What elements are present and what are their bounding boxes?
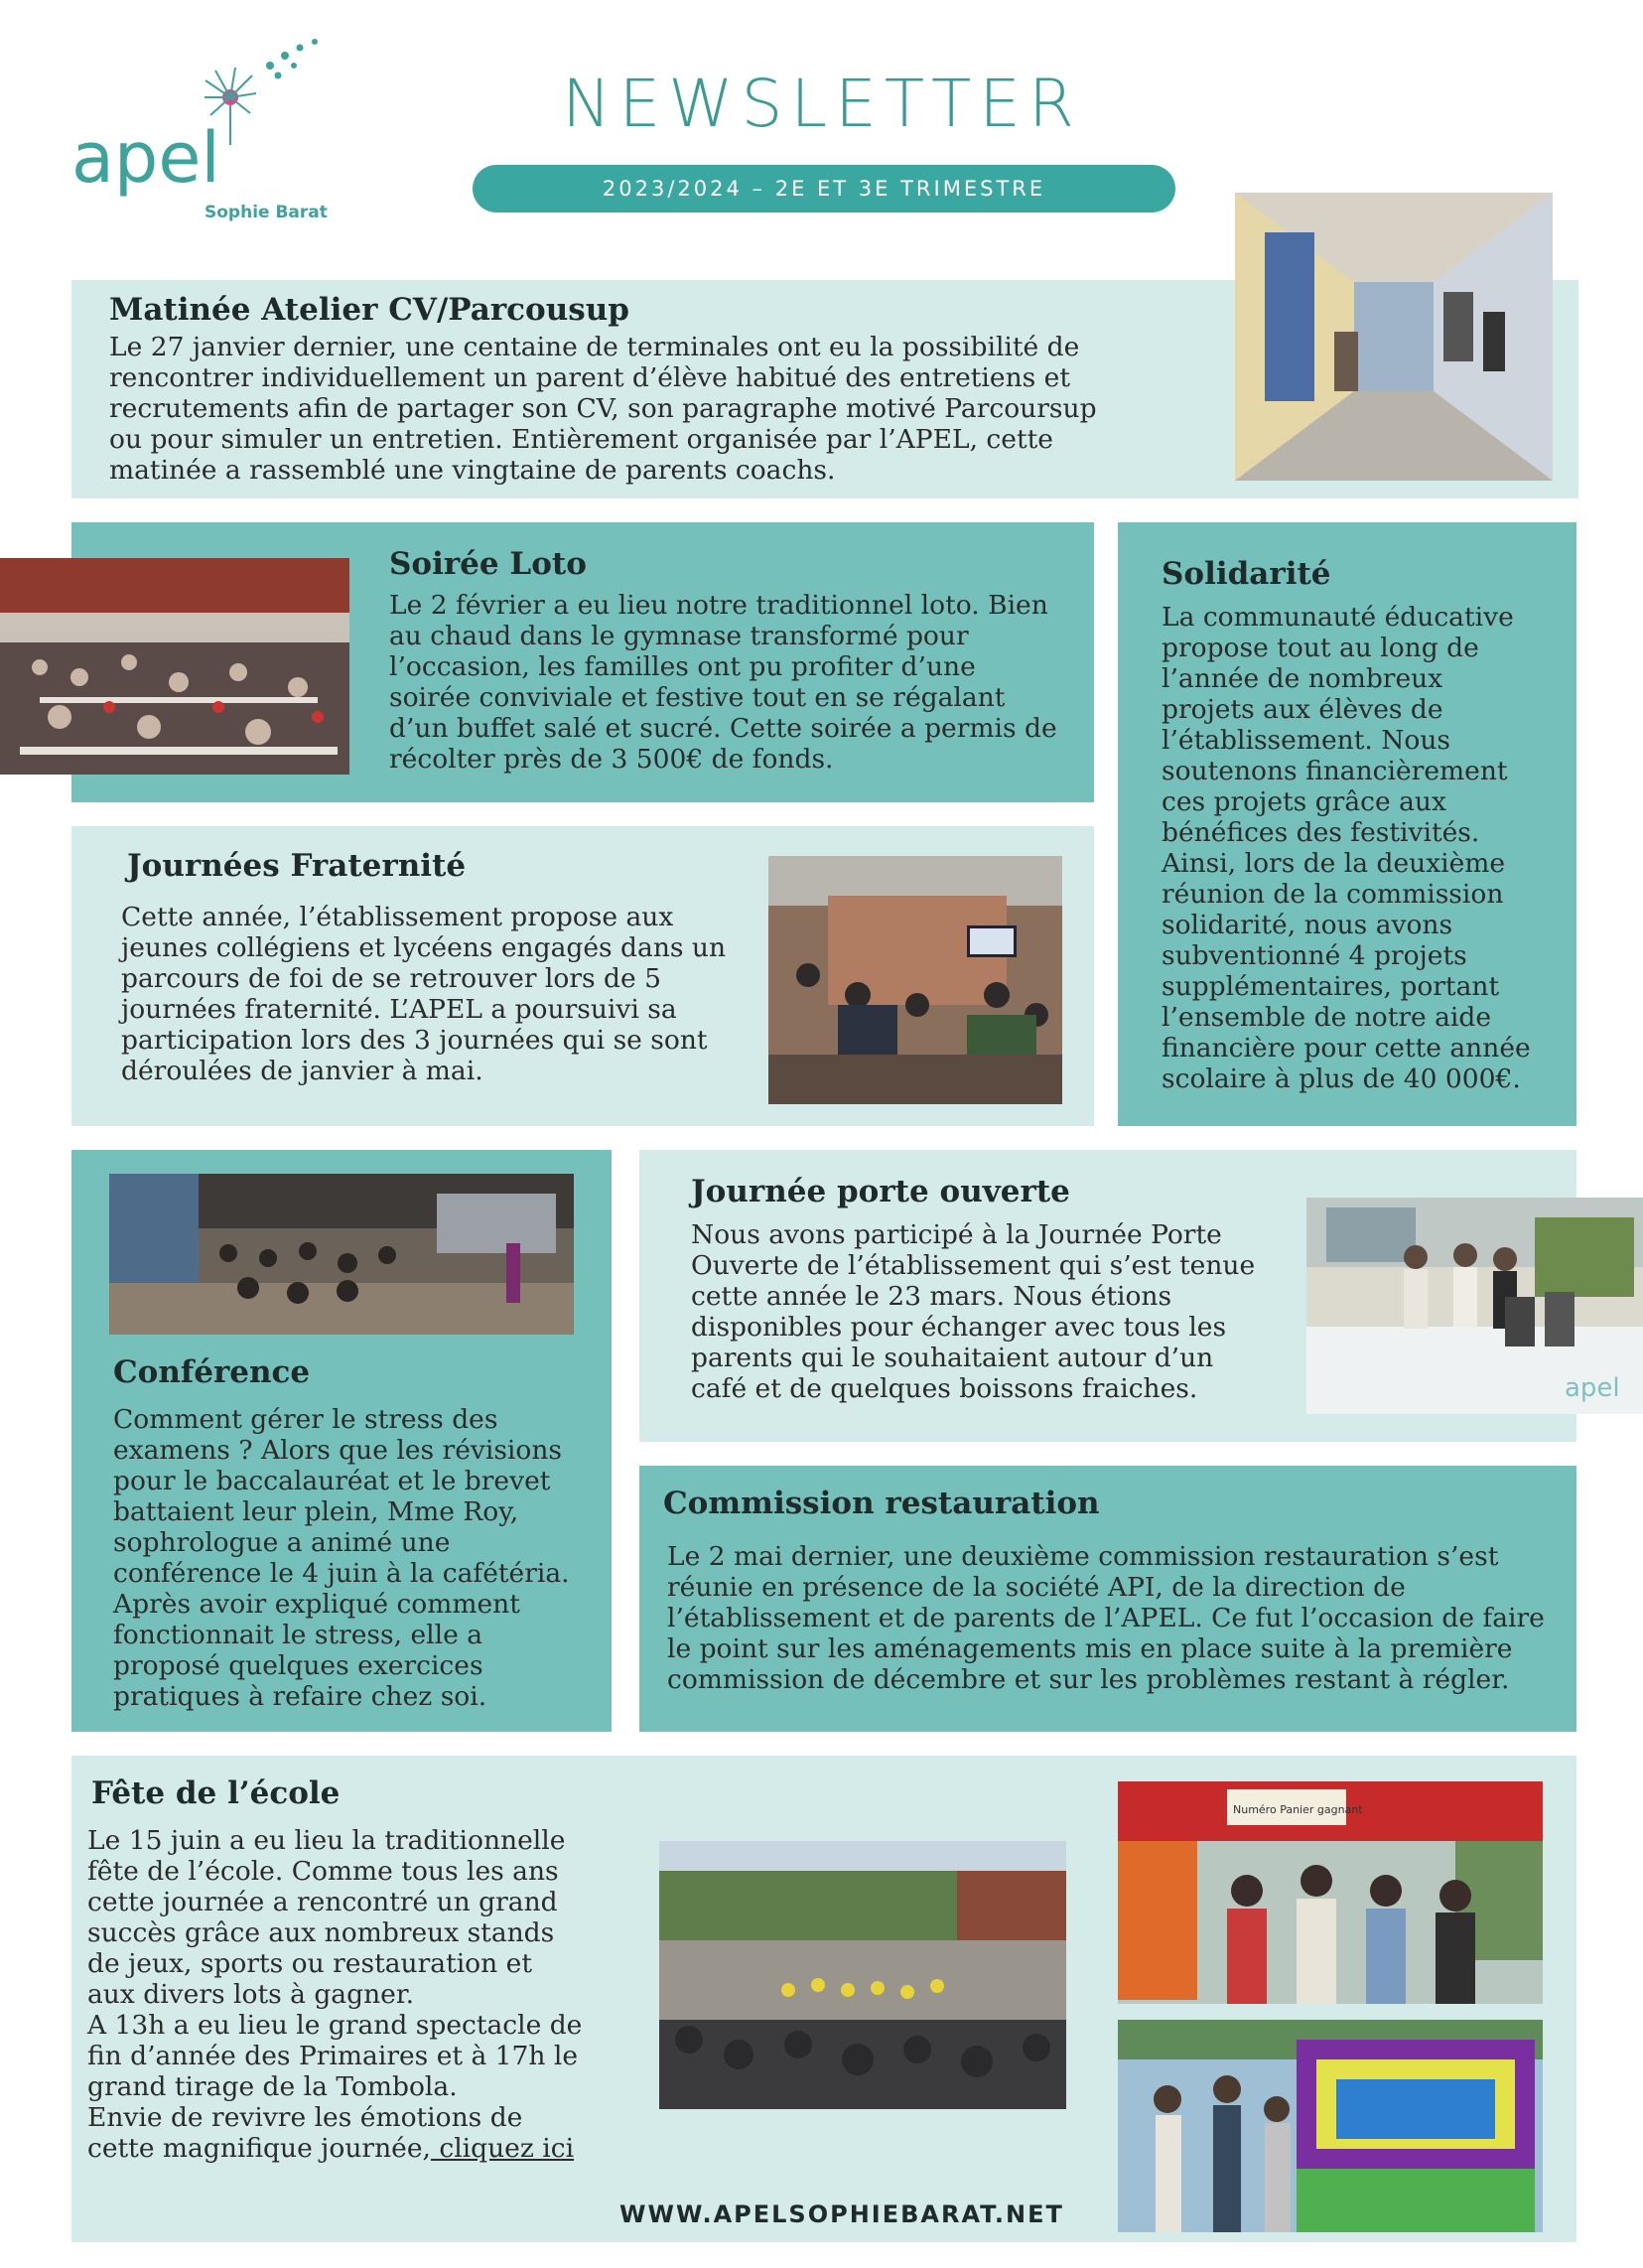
restauration-title: Commission restauration (663, 1486, 1100, 1521)
conference-title: Conférence (113, 1354, 311, 1390)
website-link[interactable]: WWW.APELSOPHIEBARAT.NET (619, 2200, 1064, 2228)
fete-body: Le 15 juin a eu lieu la traditionnelle fête de l’école. Comme tous les ans cette journée a rencontré un grand succès grâce aux nombreux stands de jeux, sports ou restauration et aux divers lots à gagner. A 13h a eu lieu le grand spectacle de fin d’année des Primaires et à 17h le grand tirage de la Tombola. Envie de revivre les émotions de cette magnifique journée, (87, 1825, 583, 2164)
school-show-photo (659, 1841, 1066, 2109)
loto-text: Le 2 février a eu lieu notre traditionnel loto. Bien au chaud dans le gymnase transformé pour l’occasion, les familles ont pu profiter d’une soirée conviviale et festive tout en se régalant d’un buffet salé et sucré. Cette soirée a permis de récolter près de 3 500€ de fonds. (389, 590, 1057, 775)
restauration-text: Le 2 mai dernier, une deuxième commission restauration s’est réunie en présence de la société API, de la direction de l’établissement et de parents de l’APEL. Ce fut l’occasion de faire le point sur les aménagements mis en place suite à la première commission de décembre et sur les problèmes restant à régler. (667, 1541, 1545, 1695)
loto-title: Soirée Loto (389, 546, 587, 582)
open-day-photo (1306, 1198, 1643, 1414)
porte-ouverte-text: Nous avons participé à la Journée Porte Ouverte de l’établissement qui s’est tenue cette année le 23 mars. Nous étions disponibles pour échanger avec tous les parents qui le souhaitaient autour d’un café et de quelques boissons fraiches. (691, 1219, 1256, 1404)
atelier-cv-text: Le 27 janvier dernier, une centaine de terminales ont eu la possibilité de rencontrer individuellement un parent d’élève habitué des entretiens et recrutements afin de partager son CV, son paragraphe motivé Parcoursup ou pour simuler un entretien. Entièrement organisée par l’APEL, cette matinée a rassemblé une vingtaine de parents coachs. (109, 332, 1097, 486)
fete-text (87, 1825, 604, 2164)
conference-photo (109, 1174, 574, 1335)
logo-wordmark: apel (71, 117, 220, 199)
fraternite-text: Cette année, l’établissement propose aux jeunes collégiens et lycéens engagés dans un parcours de foi de se retrouver lors de 5 journées fraternité. L’APEL a poursuivi sa participation lors des 3 journées qui se sont déroulées de janvier à mai. (121, 902, 727, 1086)
atelier-cv-title: Matinée Atelier CV/Parcousup (109, 292, 629, 328)
conference-text: Comment gérer le stress des examens ? Alors que les révisions pour le baccalauréat et le brevet battaient leur plein, Mme Roy, sophrologue a animé une conférence le 4 juin à la cafétéria. Après avoir expliqué comment fonctionnait le stress, elle a proposé quelques exercices pratiques à refaire chez soi. (113, 1404, 570, 1712)
fraternite-title: Journées Fraternité (127, 848, 467, 884)
porte-ouverte-title: Journée porte ouverte (691, 1174, 1070, 1209)
stand-logo-text: apel (1565, 1373, 1620, 1403)
watch-video-link[interactable]: cliquez ici (430, 2133, 575, 2164)
stand-photo (1118, 1781, 1543, 2004)
stand-sign-text: Numéro Panier gagnant (1233, 1803, 1363, 1816)
solidarite-text: La communauté éducative propose tout au long de l’année de nombreux projets aux élèves de l’établissement. Nous soutenons financièrement ces projets grâce aux bénéfices des festivités. Ainsi, lors de la deuxième réunion de la commission solidarité, nous avons subventionné 4 projets supplémentaires, portant l’ensemble de notre aide financière pour cette année scolaire à plus de 40 000€. (1162, 602, 1531, 1094)
solidarite-title: Solidarité (1162, 556, 1331, 592)
newsletter-title: NEWSLETTER (562, 66, 1082, 142)
fete-title: Fête de l’école (91, 1775, 341, 1811)
apel-logo (71, 36, 330, 224)
period-banner: 2023/2024 – 2E ET 3E TRIMESTRE (473, 165, 1175, 213)
loto-photo (0, 558, 349, 775)
bouncy-castle-photo (1118, 2020, 1543, 2232)
corridor-photo (1235, 193, 1553, 481)
chapel-photo (768, 856, 1062, 1104)
logo-subtitle: Sophie Barat (205, 203, 328, 222)
